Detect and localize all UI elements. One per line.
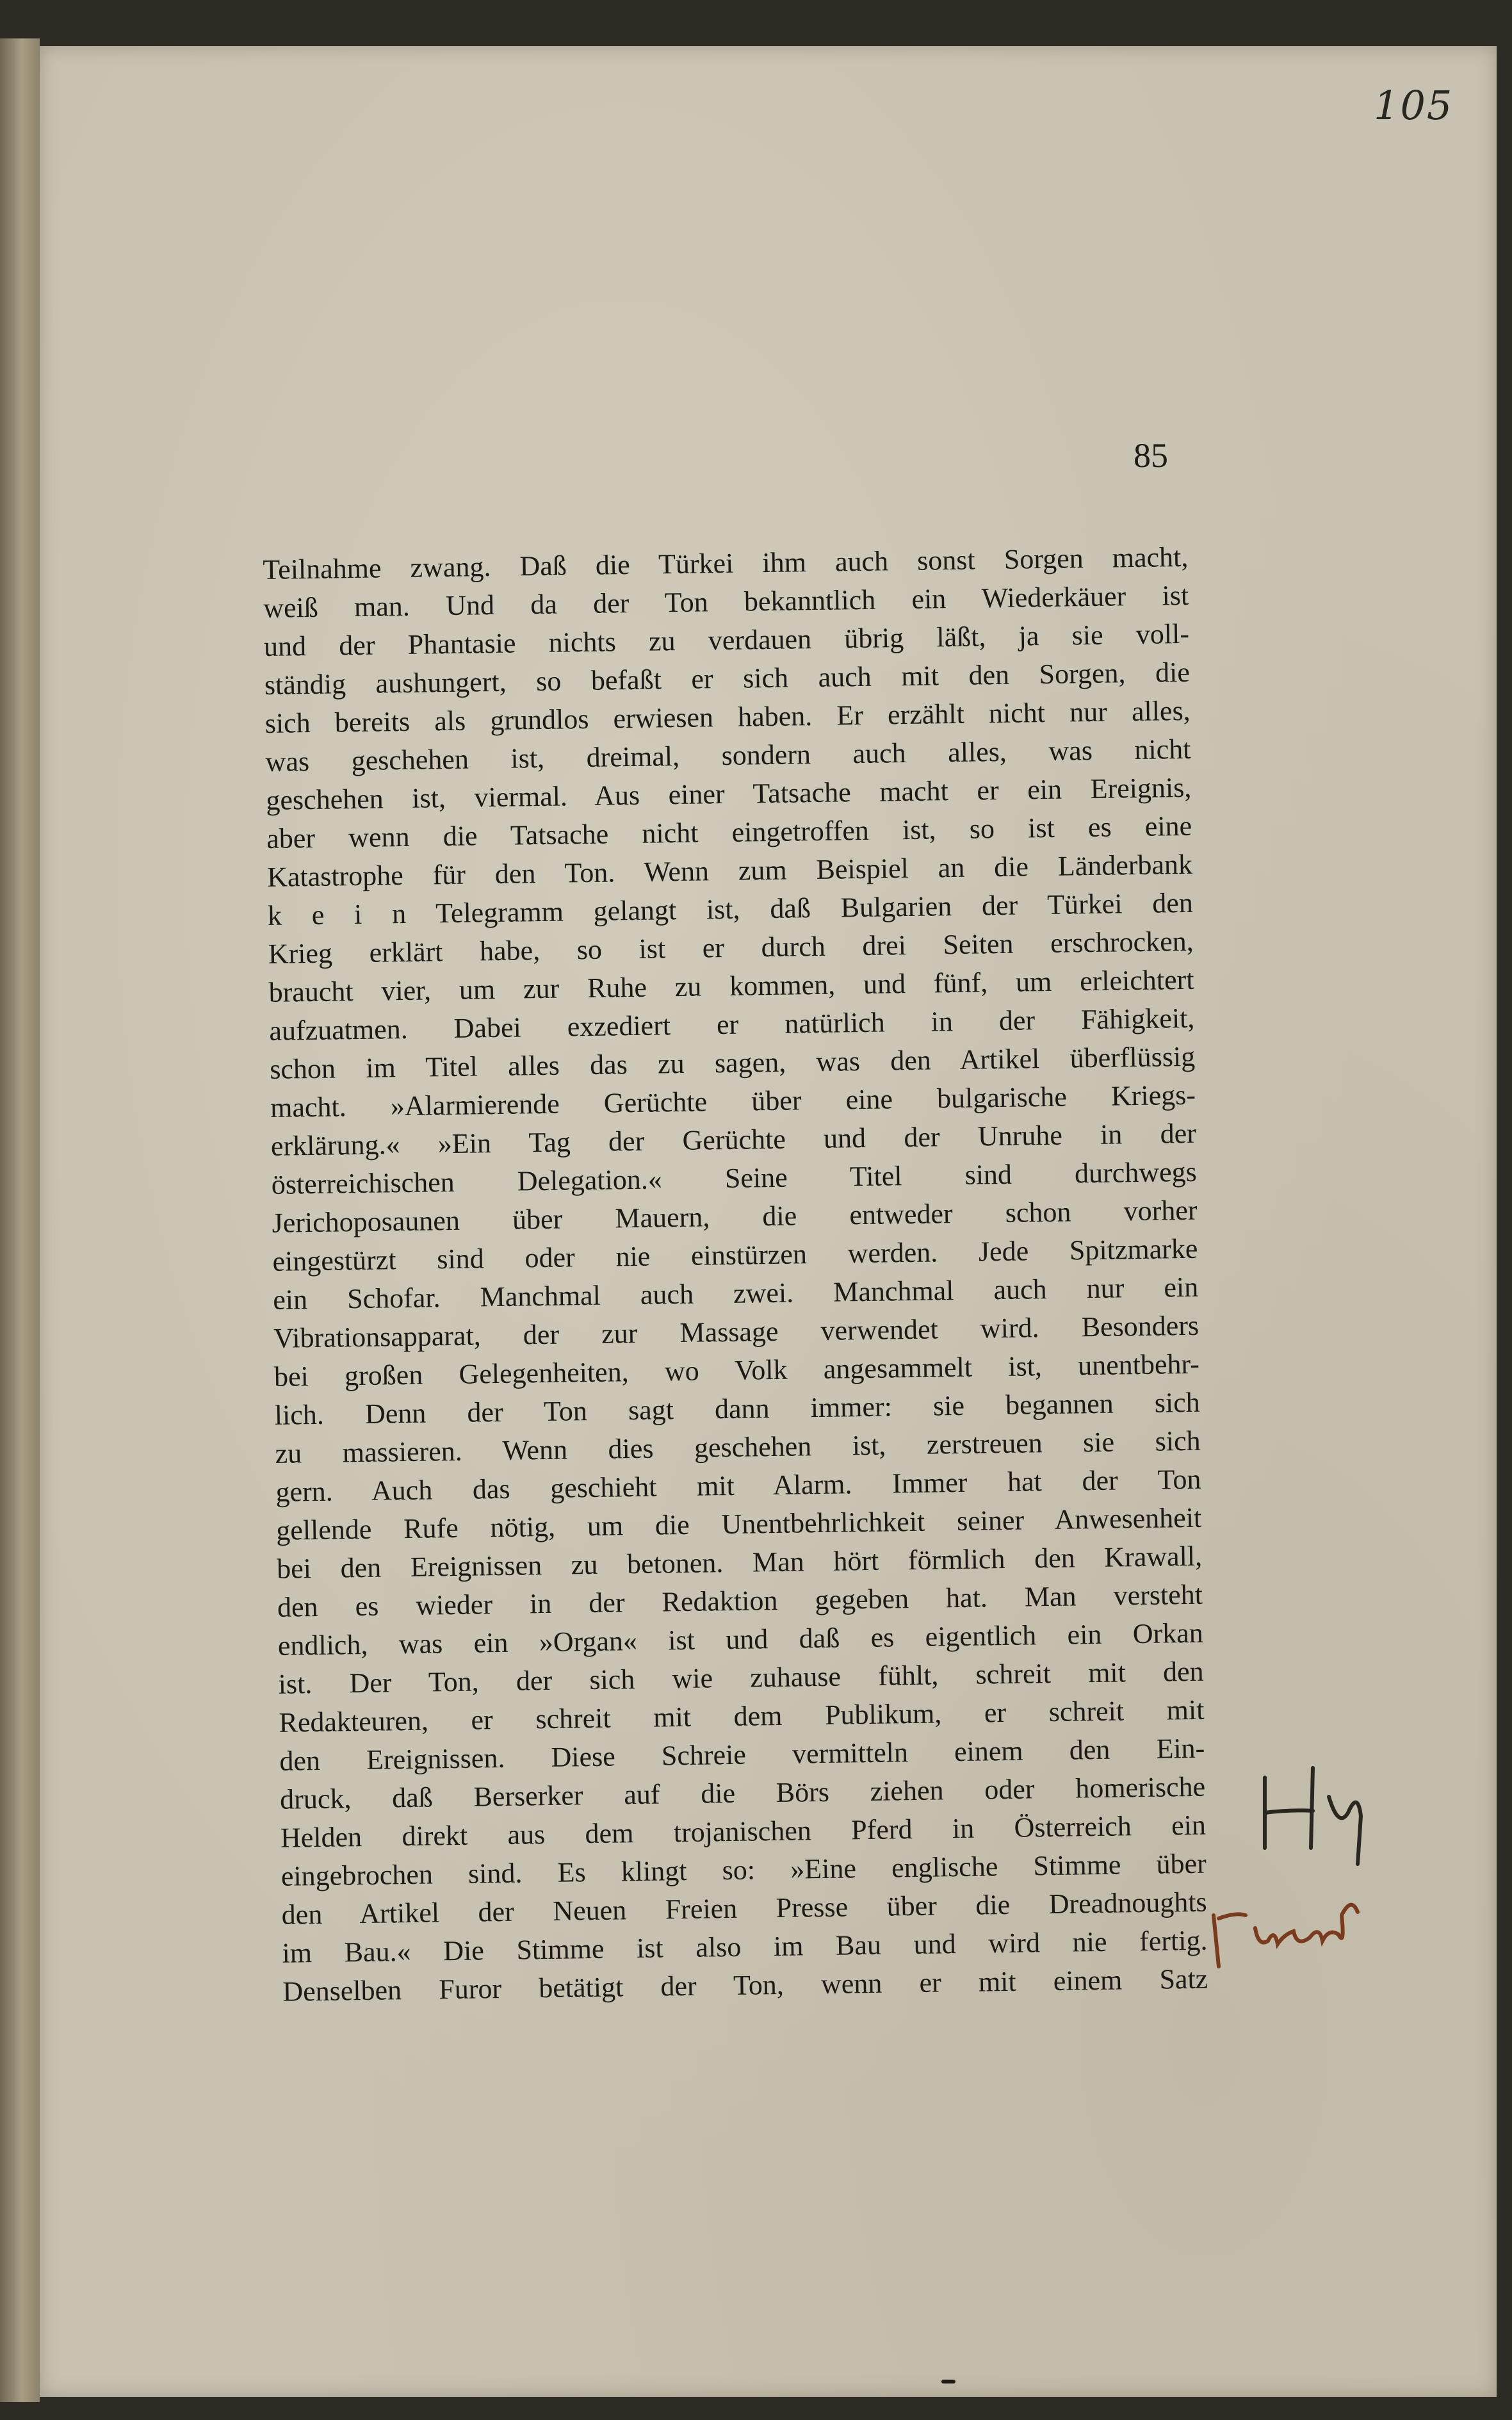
marginal-correction-h bbox=[1252, 1752, 1412, 1867]
text-line: aber wenn die Tatsache nicht eingetroffen ist, so ist es eine bbox=[266, 810, 1192, 854]
text-line: Helden direkt aus dem trojanischen Pferd in Österreich ein bbox=[280, 1809, 1207, 1854]
text-line: Teilnahme zwang. Daß die Türkei ihm auch sonst Sorgen macht, bbox=[263, 541, 1189, 585]
text-line: im Bau.« Die Stimme ist also im Bau und wird nie fertig. bbox=[282, 1924, 1208, 1969]
text-line: braucht vier, um zur Ruhe zu kommen, und fünf, um erleichtert bbox=[268, 963, 1194, 1008]
book-gutter-edge bbox=[0, 38, 40, 2402]
text-line: Vibrationsapparat, der zur Massage verwendet wird. Besonders bbox=[273, 1309, 1199, 1354]
text-line: endlich, was ein »Organ« ist und daß es eigentlich ein Orkan bbox=[277, 1617, 1204, 1662]
text-line: Krieg erklärt habe, so ist er durch drei Seiten erschrocken, bbox=[268, 925, 1194, 970]
text-line: bei großen Gelegenheiten, wo Volk angesammelt ist, unentbehr- bbox=[273, 1348, 1200, 1393]
text-line: eingebrochen sind. Es klingt so: »Eine englische Stimme über bbox=[280, 1847, 1207, 1892]
text-line: erklärung.« »Ein Tag der Gerüchte und der Unruhe in der bbox=[270, 1117, 1197, 1162]
text-line: und der Phantasie nichts zu verdauen übrig läßt, ja sie voll- bbox=[263, 617, 1190, 662]
body-text-column bbox=[263, 538, 1208, 2011]
text-line: Denselben Furor betätigt der Ton, wenn er mit einem Satz bbox=[282, 1963, 1208, 2007]
text-line: österreichischen Delegation.« Seine Titel sind durchwegs bbox=[271, 1156, 1198, 1200]
text-line: den Ereignissen. Diese Schreie vermitteln einem den Ein- bbox=[279, 1732, 1205, 1777]
text-line: Katastrophe für den Ton. Wenn zum Beispiel an die Länderbank bbox=[266, 848, 1193, 893]
text-line: aufzuatmen. Dabei exzediert er natürlich in der Fähigkeit, bbox=[269, 1002, 1195, 1047]
text-line: gern. Auch das geschieht mit Alarm. Immer hat der Ton bbox=[275, 1463, 1201, 1508]
text-line: was geschehen ist, dreimal, sondern auch alles, was nicht bbox=[265, 733, 1191, 778]
handwritten-h-mark bbox=[1252, 1752, 1412, 1867]
text-line: den es wieder in der Redaktion gegeben hat. Man versteht bbox=[277, 1578, 1203, 1623]
text-line: gellende Rufe nötig, um die Unentbehrlichkeit seiner Anwesenheit bbox=[276, 1501, 1202, 1546]
handwritten-folio-number: 105 bbox=[1374, 82, 1454, 129]
text-line: lich. Denn der Ton sagt dann immer: sie begannen sich bbox=[274, 1386, 1201, 1431]
handwritten-furor-mark bbox=[1207, 1890, 1374, 1986]
text-line: Jerichoposaunen über Mauern, die entweder schon vorher bbox=[272, 1194, 1198, 1239]
text-line: weiß man. Und da der Ton bekanntlich ein Wiederkäuer ist bbox=[263, 579, 1189, 624]
text-line: bei den Ereignissen zu betonen. Man hört förmlich den Krawall, bbox=[276, 1540, 1203, 1585]
text-line: druck, daß Berserker auf die Börs ziehen oder homerische bbox=[279, 1770, 1206, 1815]
text-line: ist. Der Ton, der sich wie zuhause fühlt, schreit mit den bbox=[278, 1655, 1204, 1700]
text-line: geschehen ist, viermal. Aus einer Tatsache macht er ein Ereignis, bbox=[266, 771, 1192, 816]
scan-dust-mark bbox=[941, 2380, 955, 2383]
text-line: sich bereits als grundlos erwiesen haben. Er erzählt nicht nur alles, bbox=[264, 694, 1191, 739]
text-line: Redakteuren, er schreit mit dem Publikum, er schreit mit bbox=[279, 1694, 1205, 1738]
text-line: ständig aushungert, so befaßt er sich auch mit den Sorgen, die bbox=[264, 656, 1191, 701]
text-line: zu massieren. Wenn dies geschehen ist, zerstreuen sie sich bbox=[275, 1425, 1201, 1469]
text-line: k e i n Telegramm gelangt ist, daß Bulgarien der Türkei den bbox=[267, 887, 1194, 931]
text-line: eingestürzt sind oder nie einstürzen werden. Jede Spitzmarke bbox=[272, 1232, 1198, 1277]
printed-page-number: 85 bbox=[1134, 436, 1168, 475]
text-line: den Artikel der Neuen Freien Presse über die Dreadnoughts bbox=[281, 1886, 1207, 1931]
marginal-correction-furor bbox=[1207, 1890, 1374, 1986]
text-line: ein Schofar. Manchmal auch zwei. Manchmal auch nur ein bbox=[272, 1271, 1199, 1316]
text-line: macht. »Alarmierende Gerüchte über eine bulgarische Kriegs- bbox=[270, 1079, 1196, 1124]
text-line: schon im Titel alles das zu sagen, was den Artikel überflüssig bbox=[269, 1040, 1196, 1085]
